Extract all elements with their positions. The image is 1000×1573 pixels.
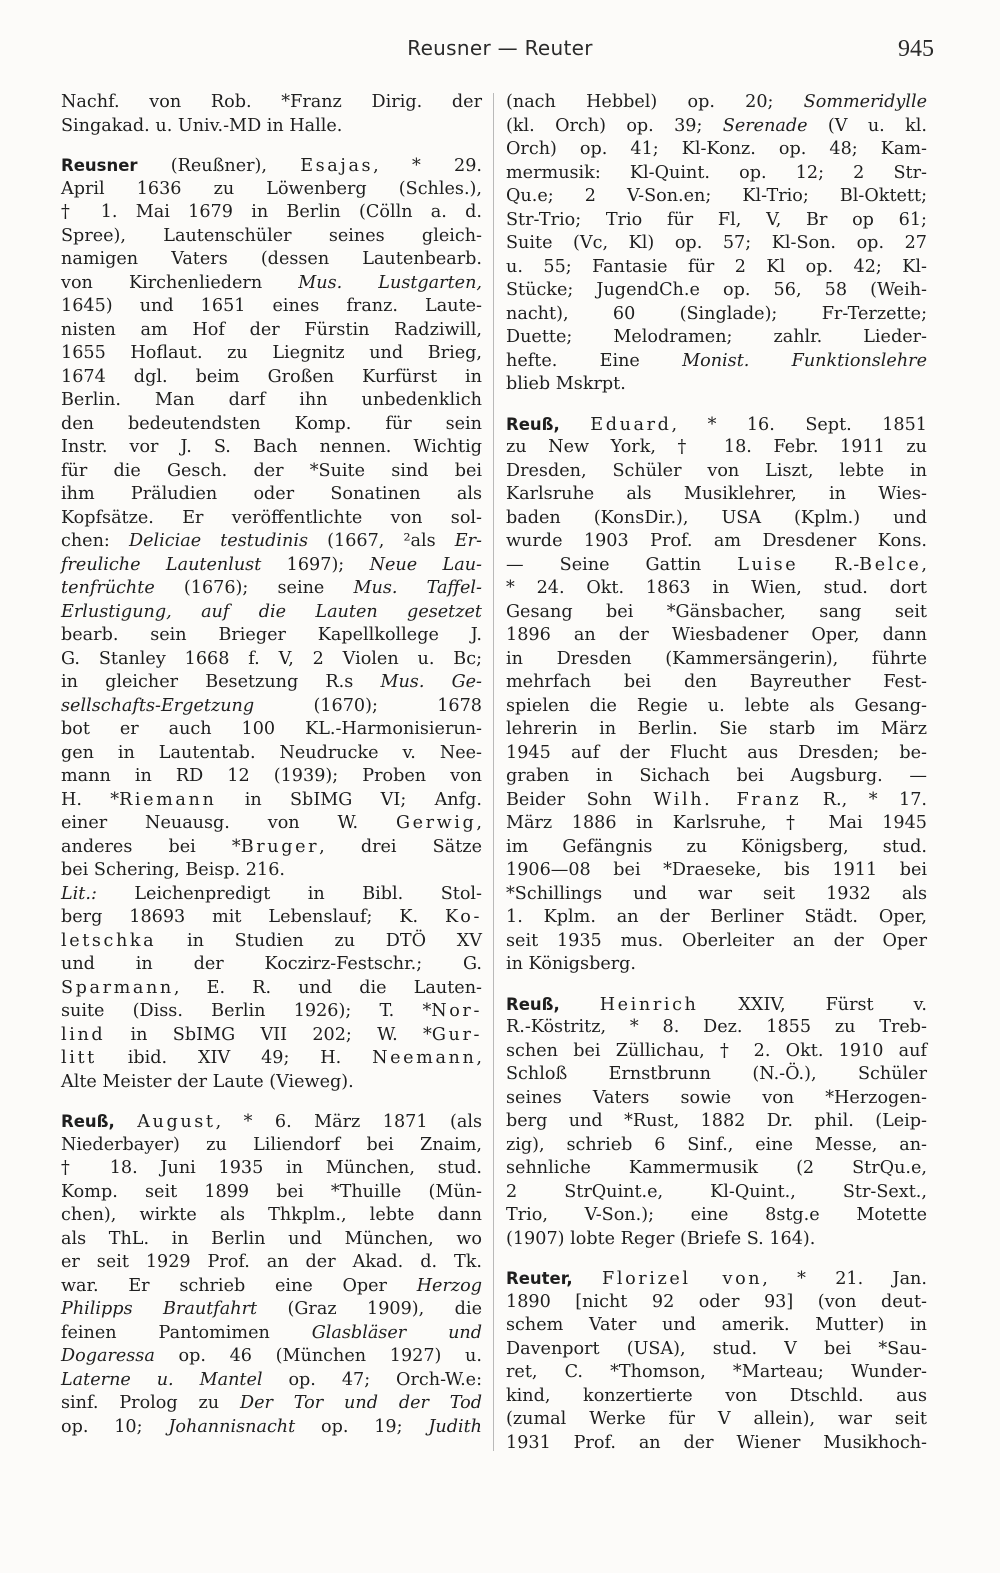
text-line	[506, 859, 927, 883]
text-line	[506, 883, 927, 907]
text-segment: mann in RD 12 (1939); Proben von	[61, 766, 482, 786]
text-segment: Qu.e; 2 V-Son.en; Kl-Trio; Bl-Oktett;	[506, 186, 927, 206]
column-divider	[493, 93, 494, 1451]
italic-title: freuliche Lautenlust	[61, 554, 262, 575]
text-line	[61, 1416, 482, 1440]
text-segment: schem Vater und amerik. Mutter) in	[506, 1315, 927, 1335]
text-line	[61, 295, 482, 319]
text-line	[61, 272, 482, 296]
spaced-name: Luise	[737, 554, 799, 575]
text-segment: Beider Sohn	[506, 789, 654, 810]
text-line	[506, 906, 927, 930]
italic-title: Serenade	[722, 115, 808, 136]
text-segment: 2 StrQuint.e, Kl-Quint., Str-Sext.,	[506, 1181, 927, 1202]
text-line	[506, 303, 927, 327]
spaced-name: Sparmann	[61, 977, 174, 998]
text-line	[506, 279, 927, 303]
text-line	[61, 836, 482, 860]
text-line	[61, 1369, 482, 1393]
spaced-name: Neemann	[372, 1048, 477, 1068]
spaced-name: letschka	[61, 930, 157, 951]
text-segment: Dresden, Schüler von Liszt, lebte in	[506, 460, 927, 481]
text-segment: — Seine Gattin	[506, 554, 738, 575]
italic-title: Laterne u. Mantel	[61, 1369, 263, 1390]
text-segment: Orch) op. 41; Kl-Konz. op. 48; Kam-	[506, 139, 927, 159]
text-line	[506, 350, 927, 374]
text-line	[61, 436, 482, 460]
text-segment: einer Neuausg. von W.	[61, 813, 396, 833]
text-segment: ret, C. *Thomson, *Marteau; Wunder-	[506, 1362, 927, 1382]
text-segment	[115, 1112, 137, 1132]
text-line	[61, 1204, 482, 1228]
italic-title: Johannisnacht	[168, 1416, 296, 1437]
text-segment: R.-	[798, 554, 860, 575]
text-segment: 1931 Prof. an der Wiener Musikhoch-	[506, 1432, 927, 1453]
text-line	[61, 1071, 482, 1095]
text-segment: Trio, V-Son.); eine 8stg.e Motette	[506, 1205, 927, 1225]
text-line	[506, 577, 927, 601]
italic-title: Herzog	[416, 1275, 482, 1296]
text-line	[506, 185, 927, 209]
text-line	[506, 530, 927, 554]
text-line	[506, 373, 927, 397]
text-segment: von Kirchenliedern	[61, 272, 299, 293]
text-line	[61, 1345, 482, 1369]
text-segment: in SbIMG VII 202; W. *	[105, 1024, 432, 1045]
text-segment: 1655 Hoflaut. zu Liegnitz und Brieg,	[61, 343, 482, 363]
spaced-name: Bruger	[240, 836, 320, 857]
text-segment: op. 47; Orch-W.e:	[262, 1369, 482, 1390]
text-line	[61, 695, 482, 719]
text-segment: (1667, ²als	[308, 531, 455, 551]
text-line	[61, 1000, 482, 1024]
text-segment: Instr. vor J. S. Bach nennen. Wichtig	[61, 437, 482, 457]
italic-title: Monist. Funktionslehre	[682, 350, 927, 371]
text-line	[506, 326, 927, 350]
text-line	[61, 460, 482, 484]
text-segment: ibid. XIV 49; H.	[96, 1048, 373, 1068]
text-line	[506, 765, 927, 789]
text-line	[506, 624, 927, 648]
text-segment: Leichenpredigt in Bibl. Stol-	[96, 883, 482, 904]
text-segment: in SbIMG VI; Anfg.	[216, 789, 482, 810]
text-segment: suite (Diss. Berlin 1926); T. *	[61, 1001, 432, 1021]
text-line	[61, 342, 482, 366]
text-line	[506, 1204, 927, 1228]
text-segment: (1907) lobte Reger (Briefe S. 164).	[506, 1228, 816, 1249]
text-line	[506, 648, 927, 672]
text-line	[61, 859, 482, 883]
entry-headword: Reusner	[61, 156, 138, 175]
text-line	[506, 993, 927, 1017]
text-line	[506, 1157, 927, 1181]
text-segment: Komp. seit 1899 bei *Thuille (Mün-	[61, 1181, 482, 1202]
text-segment: seines Vaters sowie von *Herzogen-	[506, 1087, 927, 1108]
text-segment: mehrfach bei den Bayreuther Fest-	[506, 672, 927, 692]
text-line	[506, 671, 927, 695]
left-column	[61, 91, 482, 1439]
text-line	[506, 507, 927, 531]
text-segment: und in der Koczirz-Festschr.; G.	[61, 954, 482, 974]
text-line	[61, 977, 482, 1001]
text-line	[61, 389, 482, 413]
spaced-name: litt	[61, 1048, 97, 1068]
spaced-name: Ko-	[444, 907, 482, 927]
text-line	[61, 530, 482, 554]
text-segment: Duette; Melodramen; zahlr. Lieder-	[506, 327, 927, 347]
text-segment: bot er auch 100 KL.-Harmonisierun-	[61, 719, 482, 739]
text-line	[506, 162, 927, 186]
text-segment: namigen Vaters (dessen Lautenbearb.	[61, 249, 482, 269]
text-segment: in Studien zu DTÖ XV	[156, 930, 482, 951]
text-segment: Alte Meister der Laute (Vieweg).	[61, 1071, 354, 1092]
text-line	[506, 812, 927, 836]
text-line	[61, 554, 482, 578]
text-segment: (Graz 1909), die	[257, 1299, 482, 1319]
text-segment: , * 6. März 1871 (als	[215, 1112, 483, 1132]
spaced-name: Riemann	[119, 789, 217, 810]
spaced-name: Eduard	[590, 414, 672, 435]
text-segment: 1945 auf der Flucht aus Dresden; be-	[506, 742, 927, 763]
text-line	[61, 718, 482, 742]
spaced-name: Florizel von	[602, 1269, 763, 1289]
text-segment: Singakad. u. Univ.-MD in Halle.	[61, 115, 343, 136]
text-segment: nacht), 60 (Singlade); Fr-Terzette;	[506, 303, 927, 324]
text-segment: chen:	[61, 531, 129, 551]
text-segment: 1896 an der Wiesbadener Oper, dann	[506, 625, 927, 645]
text-segment: , * 21. Jan.	[762, 1269, 927, 1289]
entry-gap	[506, 977, 927, 993]
italic-title: Lit.:	[61, 883, 97, 904]
text-line	[61, 906, 482, 930]
entry-headword: Reuß,	[506, 414, 560, 434]
text-segment: , drei Sätze	[319, 836, 482, 857]
text-segment: Gesang bei *Gänsbacher, sang seit	[506, 601, 927, 622]
entry-headword: Reuß,	[506, 994, 560, 1014]
text-segment: Berlin. Man darf ihn unbedenklich	[61, 390, 482, 410]
text-segment: (1676); seine	[154, 578, 354, 598]
text-segment: er seit 1929 Prof. an der Akad. d. Tk.	[61, 1252, 482, 1272]
text-segment: bei Schering, Beisp. 216.	[61, 860, 285, 880]
text-segment: * 24. Okt. 1863 in Wien, stud. dort	[506, 578, 927, 598]
text-line	[61, 248, 482, 272]
italic-title: Er-	[454, 531, 482, 551]
text-line	[61, 483, 482, 507]
text-segment: Suite (Vc, Kl) op. 57; Kl-Son. op. 27	[506, 233, 927, 253]
entry-gap	[506, 397, 927, 413]
text-segment	[560, 415, 591, 435]
text-segment: sinf. Prolog zu	[61, 1393, 240, 1413]
text-segment: blieb Mskrpt.	[506, 374, 626, 394]
text-segment: berg und *Rust, 1882 Dr. phil. (Leip-	[506, 1111, 927, 1131]
text-segment: u. 55; Fantasie für 2 Kl op. 42; Kl-	[506, 256, 927, 277]
entry-headword: Reuß,	[61, 1112, 115, 1131]
text-line	[506, 1040, 927, 1064]
page-header	[0, 36, 1000, 64]
right-column	[506, 91, 927, 1455]
text-line	[506, 1291, 927, 1315]
text-segment: bearb. sein Brieger Kapellkollege J.	[61, 625, 482, 645]
italic-title: sellschafts-Ergetzung	[61, 695, 255, 716]
text-line	[506, 1016, 927, 1040]
text-segment: op. 19;	[295, 1416, 429, 1437]
text-line	[506, 1361, 927, 1385]
text-line	[506, 695, 927, 719]
text-line	[506, 460, 927, 484]
text-segment	[560, 995, 600, 1015]
text-segment: sehnliche Kammermusik (2 StrQu.e,	[506, 1158, 927, 1178]
text-segment: ihm Präludien oder Sonatinen als	[61, 484, 482, 504]
page-number: 945	[898, 36, 934, 62]
text-segment: 1890 [nicht 92 oder 93] (von deut-	[506, 1291, 927, 1312]
text-line	[506, 413, 927, 437]
text-line	[506, 554, 927, 578]
italic-title: tenfrüchte	[61, 578, 155, 598]
text-line	[506, 483, 927, 507]
text-segment: Str-Trio; Trio für Fl, V, Br op 61;	[506, 209, 927, 230]
text-line	[506, 836, 927, 860]
text-segment: anderes bei *	[61, 836, 241, 857]
italic-title: Judith	[428, 1416, 483, 1437]
text-line	[61, 178, 482, 202]
text-segment: graben in Sichach bei Augsburg. —	[506, 766, 927, 786]
text-segment: seit 1935 mus. Oberleiter an der Oper	[506, 930, 927, 951]
text-segment: zu New York, † 18. Febr. 1911 zu	[506, 437, 927, 457]
text-segment: G. Stanley 1668 f. V, 2 Violen u. Bc;	[61, 648, 482, 669]
text-line	[61, 413, 482, 437]
text-segment: kind, konzertierte von Dtschld. aus	[506, 1385, 927, 1406]
italic-title: Mus. Lustgarten,	[298, 272, 482, 293]
text-line	[506, 1181, 927, 1205]
text-line	[61, 577, 482, 601]
text-segment: in Dresden (Kammersängerin), führte	[506, 648, 927, 669]
italic-title: Der Tor und der Tod	[240, 1393, 483, 1413]
text-segment: chen), wirkte als Thkplm., lebte dann	[61, 1205, 482, 1225]
text-segment	[573, 1269, 602, 1289]
entry-gap	[61, 1094, 482, 1110]
text-line	[61, 812, 482, 836]
text-line	[506, 256, 927, 280]
text-segment: wurde 1903 Prof. am Dresdener Kons.	[506, 531, 927, 551]
text-line	[61, 1157, 482, 1181]
text-line	[506, 209, 927, 233]
text-line	[506, 1228, 927, 1252]
text-line	[506, 1110, 927, 1134]
text-segment: Schloß Ernstbrunn (N.-Ö.), Schüler	[506, 1064, 927, 1084]
text-segment: R.-Köstritz, * 8. Dez. 1855 zu Treb-	[506, 1017, 927, 1037]
text-segment: op. 10;	[61, 1416, 169, 1437]
text-line	[506, 1338, 927, 1362]
text-line	[61, 1110, 482, 1134]
text-line	[61, 953, 482, 977]
text-line	[61, 624, 482, 648]
text-segment: (1670); 1678	[254, 695, 482, 716]
text-segment: Stücke; JugendCh.e op. 56, 58 (Weih-	[506, 280, 927, 300]
text-line	[61, 1181, 482, 1205]
spaced-name: August	[137, 1112, 216, 1132]
text-line	[61, 1275, 482, 1299]
text-segment: 1906—08 bei *Draeseke, bis 1911 bei	[506, 860, 927, 880]
text-line	[61, 883, 482, 907]
text-segment: Davenport (USA), stud. V bei *Sau-	[506, 1338, 927, 1359]
text-segment: † 1. Mai 1679 in Berlin (Cölln a. d.	[61, 202, 482, 222]
text-line	[61, 789, 482, 813]
text-line	[506, 436, 927, 460]
text-segment: nisten am Hof der Fürstin Radziwill,	[61, 319, 482, 340]
italic-title: Glasbläser und	[311, 1322, 483, 1343]
italic-title: Mus. Taffel-	[353, 578, 482, 598]
italic-title: Erlustigung, auf die Lauten gesetzet	[61, 601, 482, 622]
text-segment: op. 46 (München 1927) u.	[154, 1346, 482, 1366]
text-segment: spielen die Regie u. lebte als Gesang-	[506, 695, 927, 716]
text-line	[61, 154, 482, 178]
text-line	[61, 115, 482, 139]
entry-gap	[61, 138, 482, 154]
entry-headword: Reuter,	[506, 1269, 573, 1288]
italic-title: Mus. Ge-	[380, 672, 482, 692]
text-line	[506, 232, 927, 256]
italic-title: Deliciae testudinis	[128, 531, 309, 551]
text-line	[61, 366, 482, 390]
text-segment: feinen Pantomimen	[61, 1322, 312, 1343]
text-line	[506, 953, 927, 977]
text-segment: den bedeutendsten Komp. für sein	[61, 413, 482, 434]
text-segment: im Gefängnis zu Königsberg, stud.	[506, 836, 927, 857]
text-line	[61, 1392, 482, 1416]
spaced-name: lind	[61, 1024, 106, 1045]
text-line	[61, 1024, 482, 1048]
text-line	[61, 225, 482, 249]
text-line	[506, 930, 927, 954]
text-segment: Niederbayer) zu Liliendorf bei Znaim,	[61, 1134, 482, 1155]
text-segment: 1. Kplm. an der Berliner Städt. Oper,	[506, 907, 927, 927]
text-line	[61, 1228, 482, 1252]
text-line	[61, 1251, 482, 1275]
italic-title: Sommeridylle	[803, 92, 927, 112]
spaced-name: Belce	[859, 554, 922, 575]
text-segment: † 18. Juni 1935 in München, stud.	[61, 1158, 482, 1178]
spaced-name: Heinrich	[599, 994, 699, 1015]
text-segment: (Reußner),	[137, 156, 301, 176]
text-segment: für die Gesch. der *Suite sind bei	[61, 460, 482, 481]
text-line	[61, 1322, 482, 1346]
text-line	[506, 91, 927, 115]
text-line	[61, 742, 482, 766]
text-line	[61, 1298, 482, 1322]
text-segment: ,	[476, 1048, 482, 1068]
text-segment: , E. R. und die Lauten-	[173, 977, 482, 998]
text-line	[506, 1385, 927, 1409]
text-line	[61, 1047, 482, 1071]
italic-title: Dogaressa	[61, 1346, 155, 1366]
text-segment: (nach Hebbel) op. 20;	[506, 92, 804, 112]
spaced-name: Esajas	[300, 156, 374, 176]
spaced-name: Nor-	[431, 1001, 482, 1021]
text-line	[61, 648, 482, 672]
text-segment: baden (KonsDir.), USA (Kplm.) und	[506, 507, 927, 528]
italic-title: Philipps Brautfahrt	[61, 1299, 258, 1319]
text-line	[506, 742, 927, 766]
text-segment: als ThL. in Berlin und München, wo	[61, 1228, 482, 1249]
text-line	[506, 1432, 927, 1456]
text-line	[61, 930, 482, 954]
text-segment: hefte. Eine	[506, 350, 683, 371]
text-line	[61, 91, 482, 115]
text-line	[61, 507, 482, 531]
text-line	[506, 115, 927, 139]
text-line	[61, 601, 482, 625]
entry-gap	[506, 1251, 927, 1267]
text-segment: Kopfsätze. Er veröffentlichte von sol-	[61, 507, 482, 528]
text-line	[506, 1063, 927, 1087]
text-segment: mermusik: Kl-Quint. op. 12; 2 Str-	[506, 162, 927, 183]
text-segment: R., * 17.	[801, 789, 928, 810]
text-line	[506, 789, 927, 813]
text-segment: berg 18693 mit Lebenslauf; K.	[61, 907, 445, 927]
text-segment: H. *	[61, 789, 120, 810]
text-segment: *Schillings und war seit 1932 als	[506, 883, 927, 904]
text-line	[61, 1134, 482, 1158]
text-line	[61, 765, 482, 789]
text-segment: Nachf. von Rob. *Franz Dirig. der	[61, 92, 482, 112]
text-segment: gen in Lautentab. Neudrucke v. Nee-	[61, 742, 482, 763]
text-segment: XXIV, Fürst v.	[698, 994, 927, 1015]
text-segment: lehrerin in Berlin. Sie starb im März	[506, 719, 927, 739]
text-line	[61, 319, 482, 343]
text-segment: April 1636 zu Löwenberg (Schles.),	[61, 178, 482, 199]
text-segment: (kl. Orch) op. 39;	[506, 115, 723, 136]
spaced-name: Wilh. Franz	[653, 789, 802, 810]
running-head: Reusner — Reuter	[407, 36, 593, 60]
text-line	[506, 1087, 927, 1111]
spaced-name: Gur-	[431, 1024, 482, 1045]
text-segment: war. Er schrieb eine Oper	[61, 1275, 417, 1296]
text-segment: zig), schrieb 6 Sinf., eine Messe, an-	[506, 1134, 927, 1155]
text-line	[506, 1314, 927, 1338]
text-segment: 1697);	[261, 554, 370, 575]
text-segment: 1645) und 1651 eines franz. Laute-	[61, 296, 482, 316]
text-segment: 1674 dgl. beim Großen Kurfürst in	[61, 366, 482, 387]
text-line	[506, 718, 927, 742]
text-line	[506, 1134, 927, 1158]
text-segment: schen bei Züllichau, † 2. Okt. 1910 auf	[506, 1040, 927, 1061]
text-segment: , * 29.	[373, 156, 482, 176]
text-line	[506, 138, 927, 162]
italic-title: Neue Lau-	[369, 554, 483, 575]
text-segment: Spree), Lautenschüler seines gleich-	[61, 225, 482, 246]
text-segment: Karlsruhe als Musiklehrer, in Wies-	[506, 484, 927, 504]
text-line	[61, 671, 482, 695]
text-segment: ,	[476, 813, 482, 833]
text-segment: ,	[921, 554, 927, 575]
text-line	[506, 1408, 927, 1432]
text-segment: in gleicher Besetzung R.s	[61, 672, 381, 692]
spaced-name: Gerwig	[395, 813, 477, 833]
text-segment: , * 16. Sept. 1851	[671, 414, 928, 435]
text-segment: März 1886 in Karlsruhe, † Mai 1945	[506, 813, 927, 833]
text-segment: (V u. kl.	[807, 115, 927, 136]
text-segment: in Königsberg.	[506, 954, 637, 974]
text-line	[506, 1267, 927, 1291]
text-segment: (zumal Werke für V allein), war seit	[506, 1409, 927, 1429]
text-line	[61, 201, 482, 225]
text-line	[506, 601, 927, 625]
